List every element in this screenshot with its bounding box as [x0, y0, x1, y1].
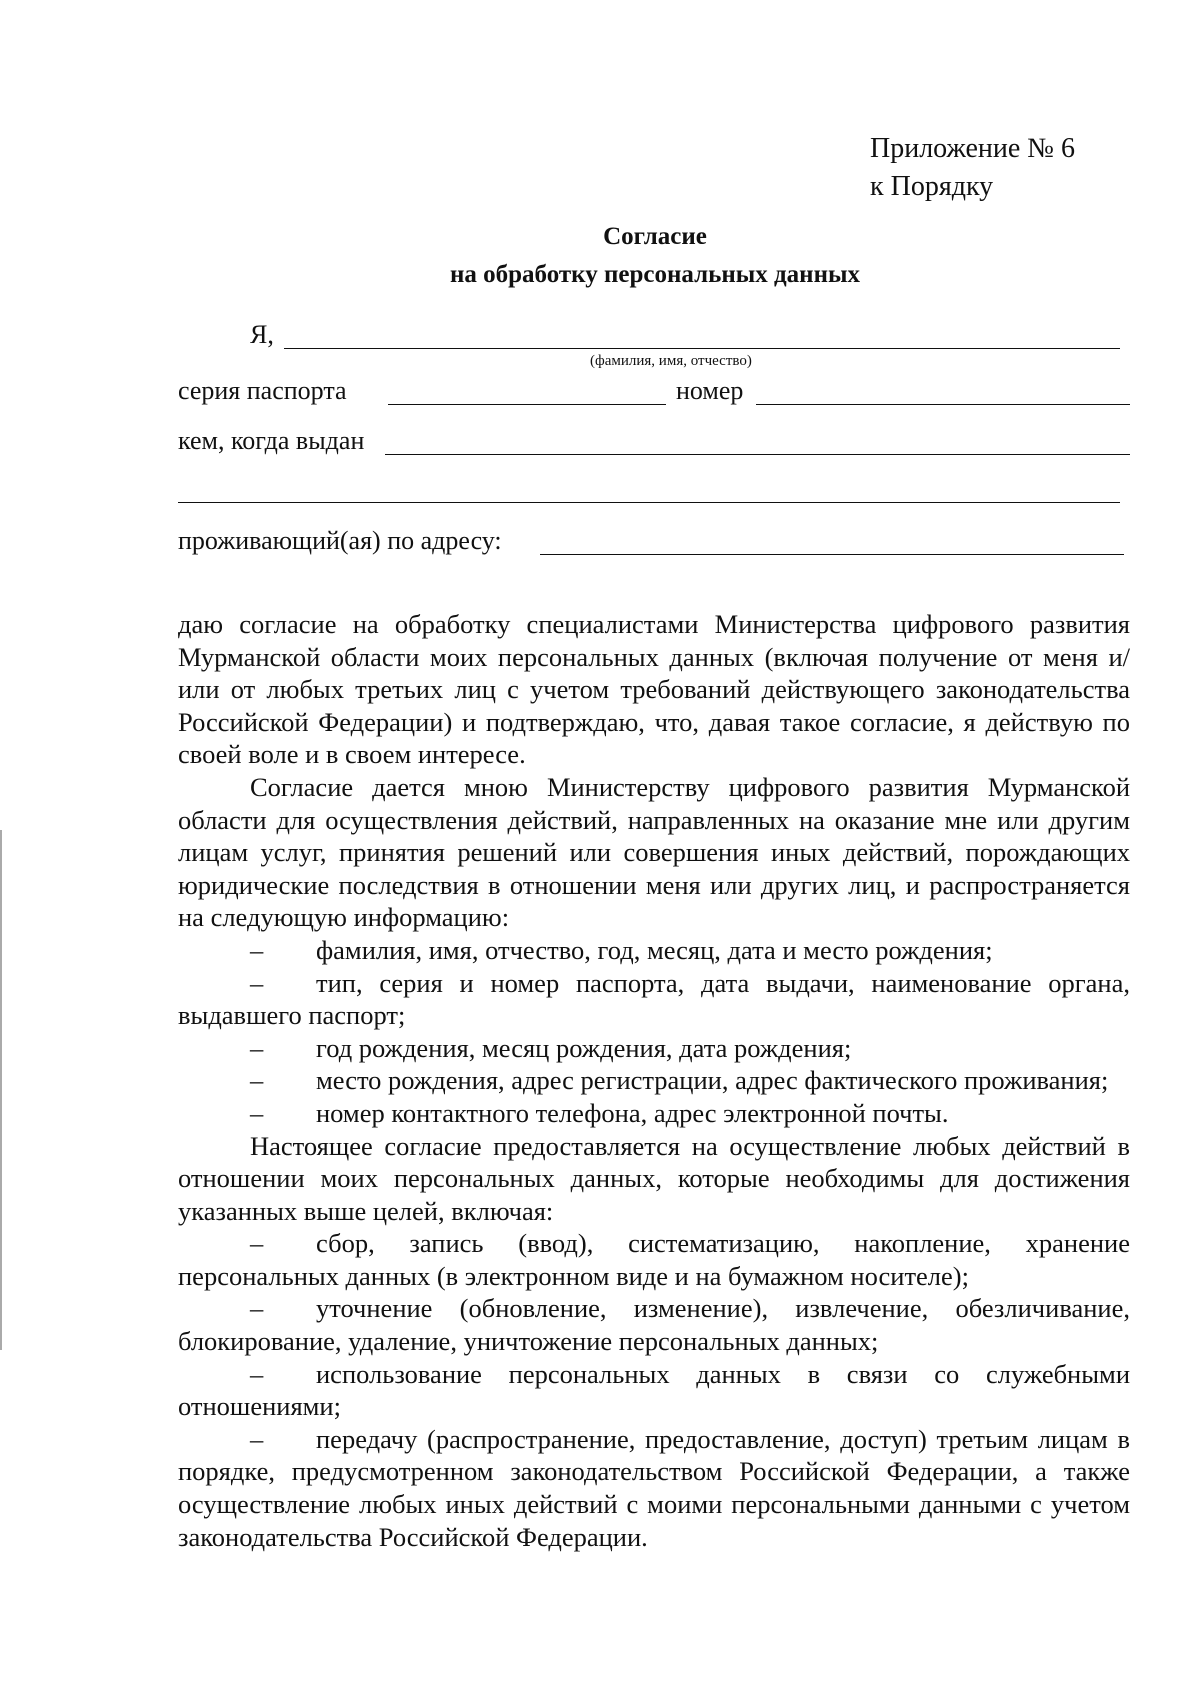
document-title — [0, 218, 1200, 294]
title-line-1: Согласие — [603, 223, 707, 250]
info-item-text: тип, серия и номер паспорта, дата выдачи, наименование органа, выдавшего паспорт; — [178, 967, 1130, 1031]
consent-paragraph-2: Согласие дается мною Министерству цифрового развития Мурманской области для осуществления действий, направленных на оказание мне или другим лицам услуг, принятия решений или совершения иных действий, порождающих юридические последствия в отношении меня или других лиц, и распространяется на следующую информацию: — [178, 771, 1130, 933]
dash-marker: – — [250, 934, 264, 965]
passport-series-label: серия паспорта — [178, 376, 347, 405]
issued-field[interactable] — [385, 454, 1130, 455]
action-item-text: использование персональных данных в связи со служебными отношениями; — [178, 1358, 1130, 1422]
dash-marker: – — [250, 1065, 264, 1096]
action-item — [178, 1227, 1130, 1292]
info-item-text: номер контактного телефона, адрес электронной почты. — [316, 1097, 949, 1128]
dash-marker: – — [250, 1228, 264, 1259]
dash-marker: – — [250, 1358, 264, 1389]
address-field[interactable] — [540, 554, 1124, 555]
info-item-text: место рождения, адрес регистрации, адрес фактического проживания; — [316, 1065, 1109, 1096]
info-item-text: фамилия, имя, отчество, год, месяц, дата и место рождения; — [316, 934, 993, 965]
action-item — [178, 1358, 1130, 1423]
issued-field-continued[interactable] — [178, 502, 1120, 503]
consent-paragraph-3: Настоящее согласие предоставляется на осуществление любых действий в отношении моих персональных данных, которые необходимы для достижения указанных выше целей, включая: — [178, 1130, 1130, 1226]
dash-marker: – — [250, 1032, 264, 1063]
info-item — [178, 1064, 1130, 1097]
info-item — [178, 934, 1130, 967]
action-item-text: уточнение (обновление, изменение), извлечение, обезличивание, блокирование, удаление, уничтожение персональных данных; — [178, 1293, 1130, 1357]
action-item-text: передачу (распространение, предоставление, доступ) третьим лицам в порядке, предусмотренном законодательством Российской Федерации, а также осуществление любых иных действий с моими персональными данными с учетом законодательства Российской Федерации. — [178, 1423, 1130, 1552]
fio-field[interactable] — [284, 348, 1120, 349]
dash-marker: – — [250, 1097, 264, 1128]
annex-order: к Порядку — [870, 171, 994, 202]
info-item — [178, 1032, 1130, 1065]
title-line-2: на обработку персональных данных — [450, 261, 860, 288]
info-item — [178, 1097, 1130, 1130]
annex-reference — [870, 130, 1075, 206]
action-item-text: сбор, запись (ввод), систематизацию, накопление, хранение персональных данных (в электронном виде и на бумажном носителе); — [178, 1228, 1130, 1291]
scan-edge-mark — [0, 830, 2, 1350]
issued-label: кем, когда выдан — [178, 426, 365, 455]
action-item — [178, 1423, 1130, 1553]
address-label: проживающий(ая) по адресу: — [178, 526, 502, 555]
fio-caption: (фамилия, имя, отчество) — [590, 353, 752, 369]
i-label: Я, — [250, 320, 274, 349]
passport-number-field[interactable] — [756, 404, 1130, 405]
consent-paragraph-1: даю согласие на обработку специалистами Министерства цифрового развития Мурманской области моих персональных данных (включая получение от меня и/или от любых третьих лиц с учетом требований действующего законодательства Российской Федерации) и подтверждаю, что, давая такое согласие, я действую по своей воле и в своем интересе. — [178, 609, 1130, 770]
annex-number: Приложение № 6 — [870, 133, 1075, 164]
passport-number-label: номер — [676, 376, 744, 405]
passport-series-field[interactable] — [388, 404, 666, 405]
info-item-text: год рождения, месяц рождения, дата рождения; — [316, 1032, 852, 1063]
info-item — [178, 967, 1130, 1032]
dash-marker: – — [250, 1423, 264, 1454]
dash-marker: – — [250, 967, 264, 998]
consent-body — [178, 608, 1130, 1553]
dash-marker: – — [250, 1293, 264, 1324]
action-item — [178, 1292, 1130, 1357]
